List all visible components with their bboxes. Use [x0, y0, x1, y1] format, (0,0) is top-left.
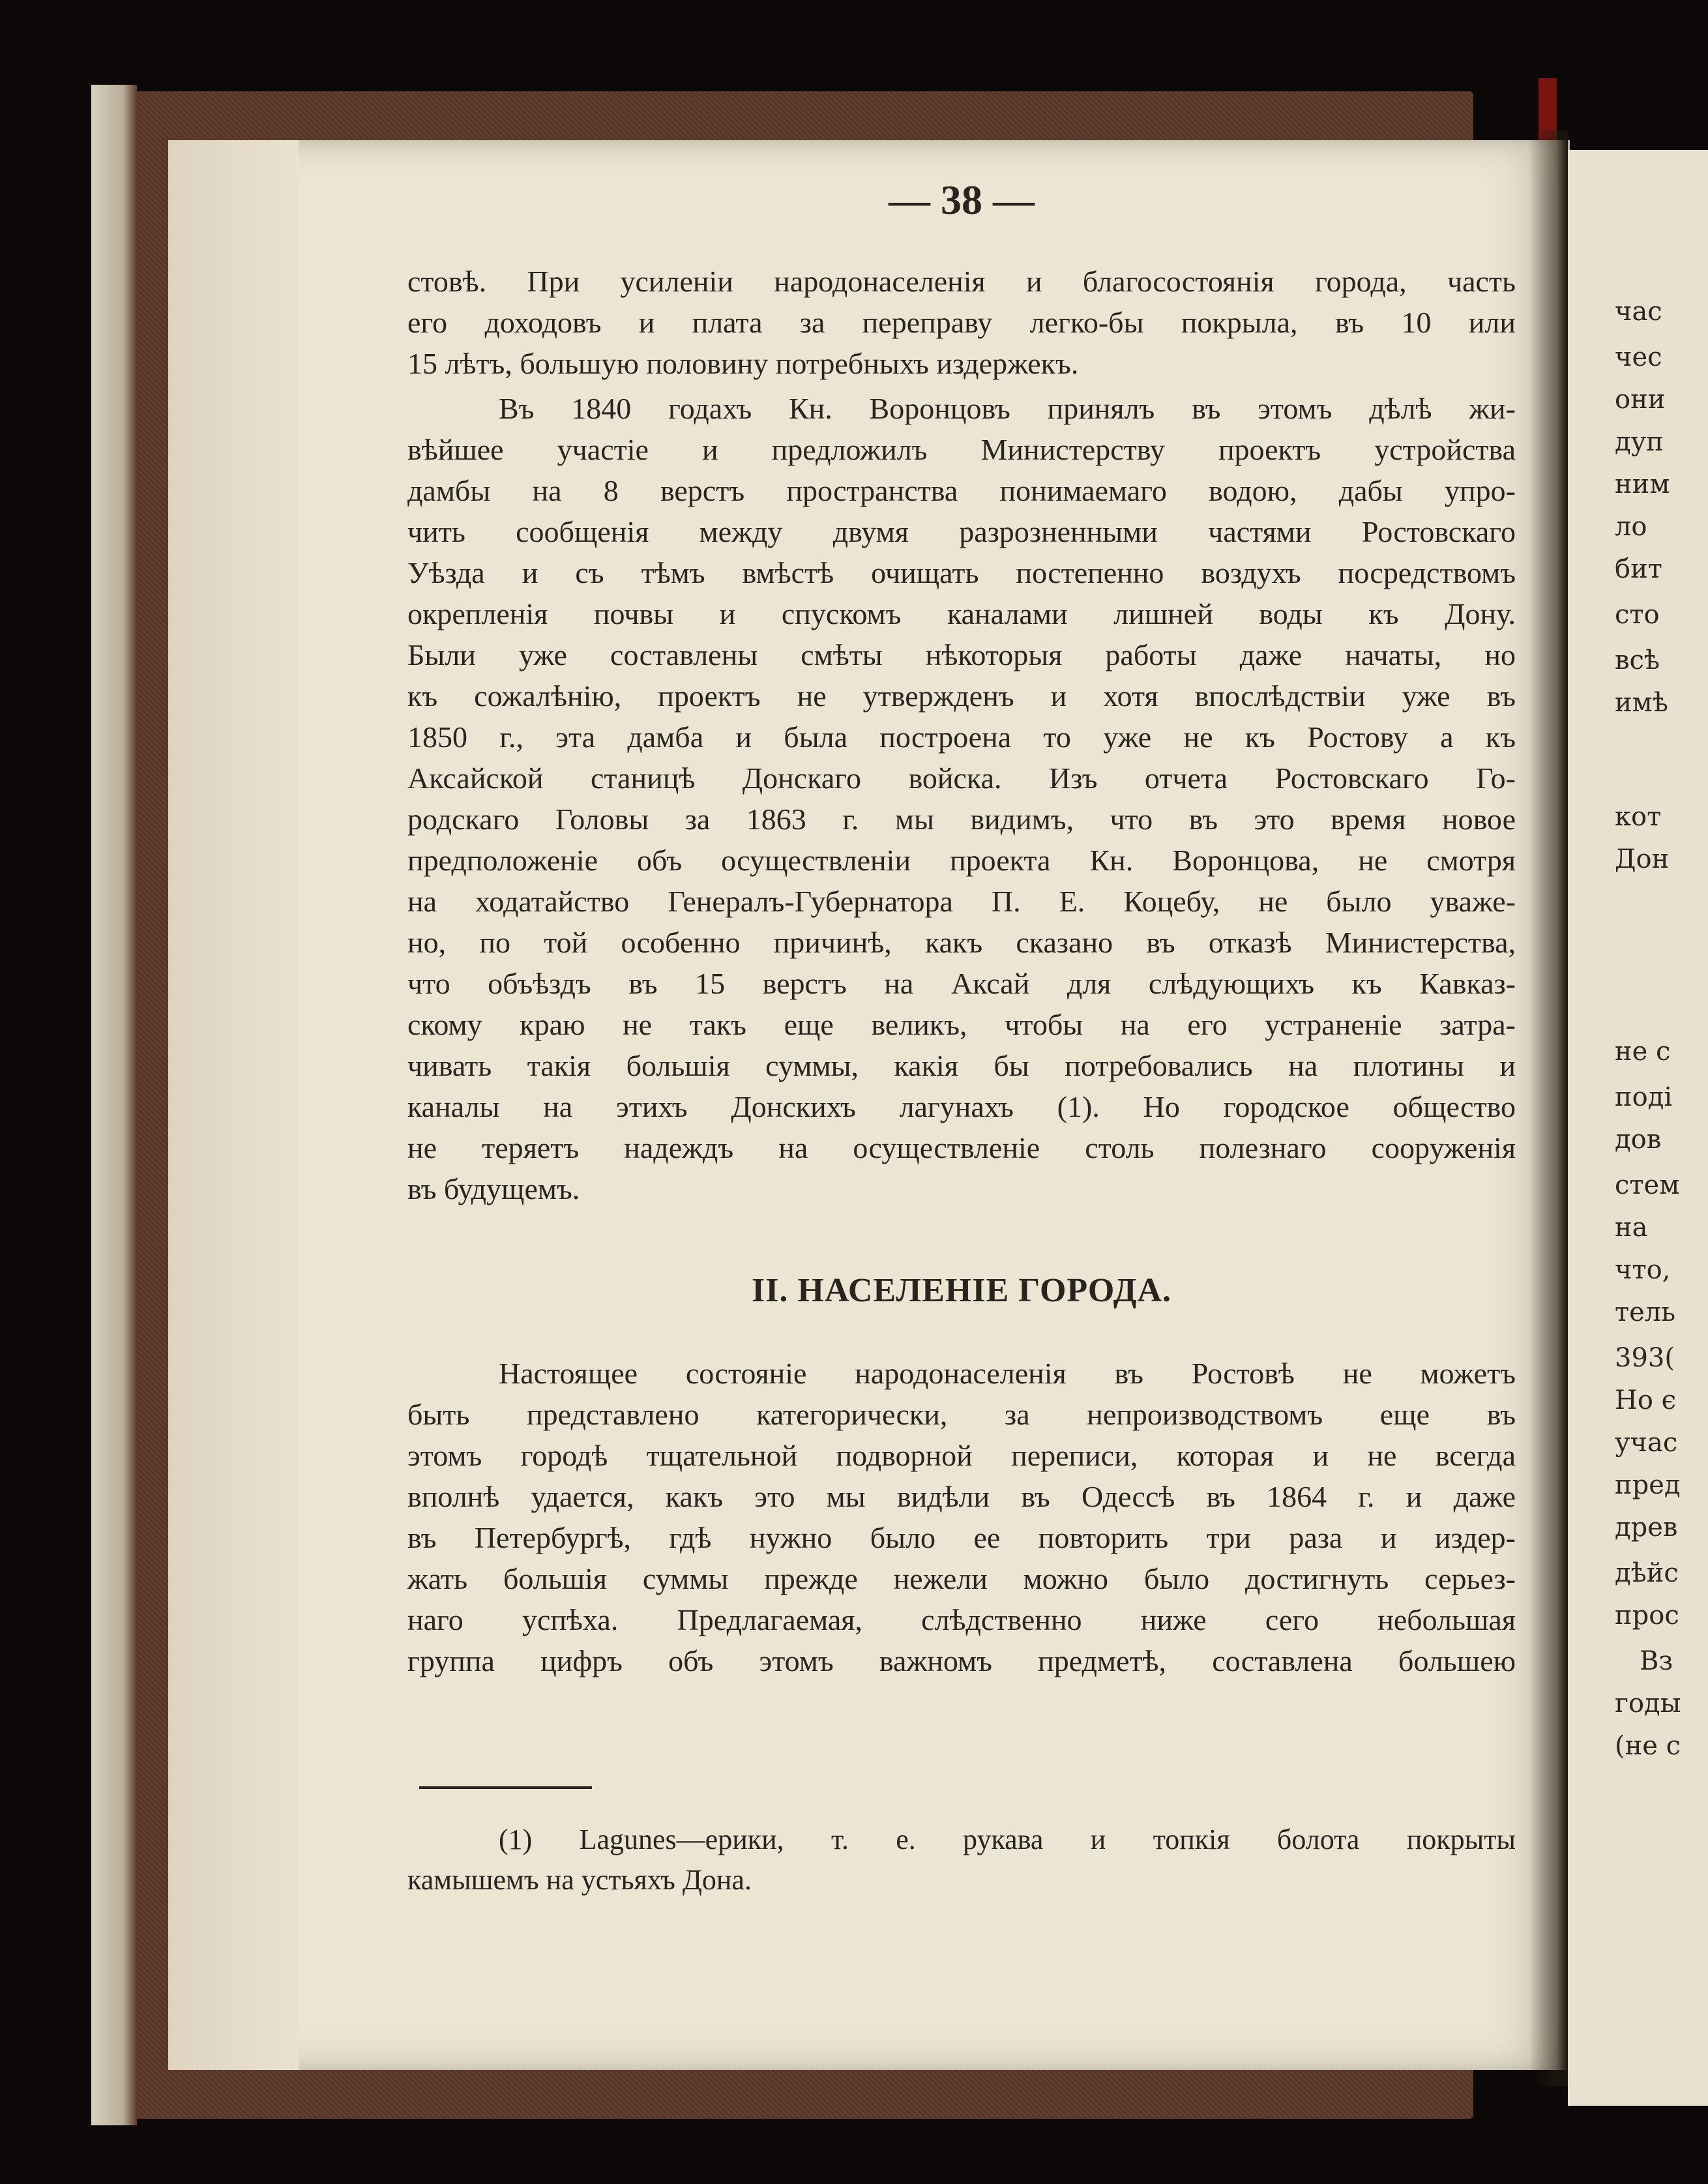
next-page-text-fragment: годы — [1615, 1689, 1681, 1719]
text-line: группа цифръ объ этомъ важномъ предметѣ, составлена большею — [407, 1644, 1516, 1677]
text-line: наго успѣха. Предлагаемая, слѣдственно ниже сего небольшая — [407, 1603, 1516, 1636]
text-line: скому краю не такъ еще великъ, чтобы на его устраненіе затра- — [407, 1008, 1516, 1041]
next-page-text-fragment: имѣ — [1615, 688, 1668, 718]
next-page-text-fragment: бит — [1615, 554, 1662, 584]
text-line: каналы на этихъ Донскихъ лагунахъ (1). Но городское общество — [407, 1090, 1516, 1123]
next-page-text-fragment: Вз — [1640, 1646, 1673, 1676]
text-line: что объѣздъ въ 15 верстъ на Аксай для слѣдующихъ къ Кавказ- — [407, 967, 1516, 1000]
next-page-text-fragment: 393( — [1615, 1343, 1675, 1373]
next-page-text-fragment: чес — [1615, 342, 1662, 372]
next-page-text-fragment: Дон — [1615, 844, 1670, 874]
next-page-text-fragment: сто — [1615, 600, 1660, 630]
next-page-text-fragment: час — [1615, 297, 1662, 327]
text-line: 15 лѣтъ, большую половину потребныхъ издержекъ. — [407, 347, 1079, 380]
next-page-text-fragment: кот — [1615, 802, 1662, 832]
next-page-text-fragment: дов — [1615, 1125, 1662, 1155]
next-page-text-fragment: дѣйс — [1615, 1558, 1679, 1588]
section-heading: II. НАСЕЛЕНІЕ ГОРОДА. — [751, 1272, 1172, 1309]
text-line: Аксайской станицѣ Донскаго войска. Изъ отчета Ростовскаго Го- — [407, 761, 1516, 795]
page-number: — 38 — — [889, 177, 1035, 223]
next-page-text-fragment: на — [1615, 1213, 1648, 1243]
next-page-text-fragment: дуп — [1615, 427, 1664, 457]
next-page-text-fragment: ним — [1615, 469, 1670, 499]
text-line: Были уже составлены смѣты нѣкоторыя работы даже начаты, но — [407, 638, 1516, 671]
text-line: предположеніе объ осуществленіи проекта Кн. Воронцова, не смотря — [407, 844, 1516, 877]
footnote-line: (1) Lagunes—ерики, т. е. рукава и топкія болота покрыты — [499, 1823, 1516, 1855]
text-line: въ Петербургѣ, гдѣ нужно было ее повторить три раза и издер- — [407, 1521, 1516, 1554]
text-line: родскаго Головы за 1863 г. мы видимъ, что въ это время новое — [407, 803, 1516, 836]
text-line: этомъ городѣ тщательной подворной переписи, которая и не всегда — [407, 1439, 1516, 1472]
page-stack-edge — [91, 85, 137, 2125]
text-line: Настоящее состояніе народонаселенія въ Ростовѣ не можетъ — [499, 1357, 1516, 1390]
next-page-text-fragment: учас — [1615, 1428, 1678, 1458]
text-line: дамбы на 8 верстъ пространства понимаемаго водою, дабы упро- — [407, 474, 1516, 507]
next-page-text-fragment: древ — [1615, 1513, 1678, 1542]
text-line: чивать такія большія суммы, какія бы потребовались на плотины и — [407, 1049, 1516, 1082]
next-page-text-fragment: всѣ — [1615, 645, 1660, 675]
text-line: Уѣзда и съ тѣмъ вмѣстѣ очищать постепенно воздухъ посредствомъ — [407, 556, 1516, 589]
next-page-text-fragment: ло — [1615, 512, 1647, 542]
book-gutter — [1529, 130, 1568, 2086]
text-line: но, по той особенно причинѣ, какъ сказано въ отказѣ Министерства, — [407, 926, 1516, 959]
next-page-text-fragment: стем — [1615, 1170, 1680, 1200]
next-page-edge — [1568, 150, 1708, 2106]
text-line: его доходовъ и плата за переправу легко-бы покрыла, въ 10 или — [407, 306, 1516, 339]
text-line: въ будущемъ. — [407, 1172, 580, 1205]
text-line: вполнѣ удается, какъ это мы видѣли въ Одессѣ въ 1864 г. и даже — [407, 1480, 1516, 1513]
text-line: Въ 1840 годахъ Кн. Воронцовъ принялъ въ этомъ дѣлѣ жи- — [499, 392, 1516, 425]
next-page-text-fragment: пред — [1615, 1470, 1681, 1500]
next-page-text-fragment: что, — [1615, 1255, 1671, 1285]
next-page-text-fragment: (не с — [1615, 1731, 1681, 1761]
page-margin-strip — [168, 140, 299, 2070]
next-page-text-fragment: тель — [1615, 1297, 1675, 1327]
text-line: на ходатайство Генералъ-Губернатора П. Е. Коцебу, не было уваже- — [407, 885, 1516, 918]
next-page-text-fragment: Но є — [1615, 1385, 1677, 1415]
text-line: чить сообщенія между двумя разрозненными частями Ростовскаго — [407, 515, 1516, 548]
text-line: не теряетъ надеждъ на осуществленіе столь полезнаго сооруженія — [407, 1131, 1516, 1164]
text-line: быть представлено категорически, за непроизводствомъ еще въ — [407, 1398, 1516, 1431]
text-line: окрепленія почвы и спускомъ каналами лишней воды къ Дону. — [407, 597, 1516, 630]
text-line: стовѣ. При усиленіи народонаселенія и благосостоянія города, часть — [407, 265, 1516, 298]
text-line: къ сожалѣнію, проектъ не утвержденъ и хотя впослѣдствіи уже въ — [407, 679, 1516, 713]
text-line: 1850 г., эта дамба и была построена то уже не къ Ростову а къ — [407, 720, 1516, 754]
next-page-text-fragment: не с — [1615, 1037, 1671, 1067]
next-page-text-fragment: прос — [1615, 1601, 1679, 1631]
footnote-rule — [419, 1786, 592, 1789]
text-line: вѣйшее участіе и предложилъ Министерству проектъ устройства — [407, 433, 1516, 466]
next-page-text-fragment: они — [1615, 385, 1666, 415]
text-line: жать большія суммы прежде нежели можно было достигнуть серьез- — [407, 1562, 1516, 1595]
footnote-line: камышемъ на устьяхъ Дона. — [407, 1864, 752, 1896]
next-page-text-fragment: поді — [1615, 1082, 1673, 1112]
